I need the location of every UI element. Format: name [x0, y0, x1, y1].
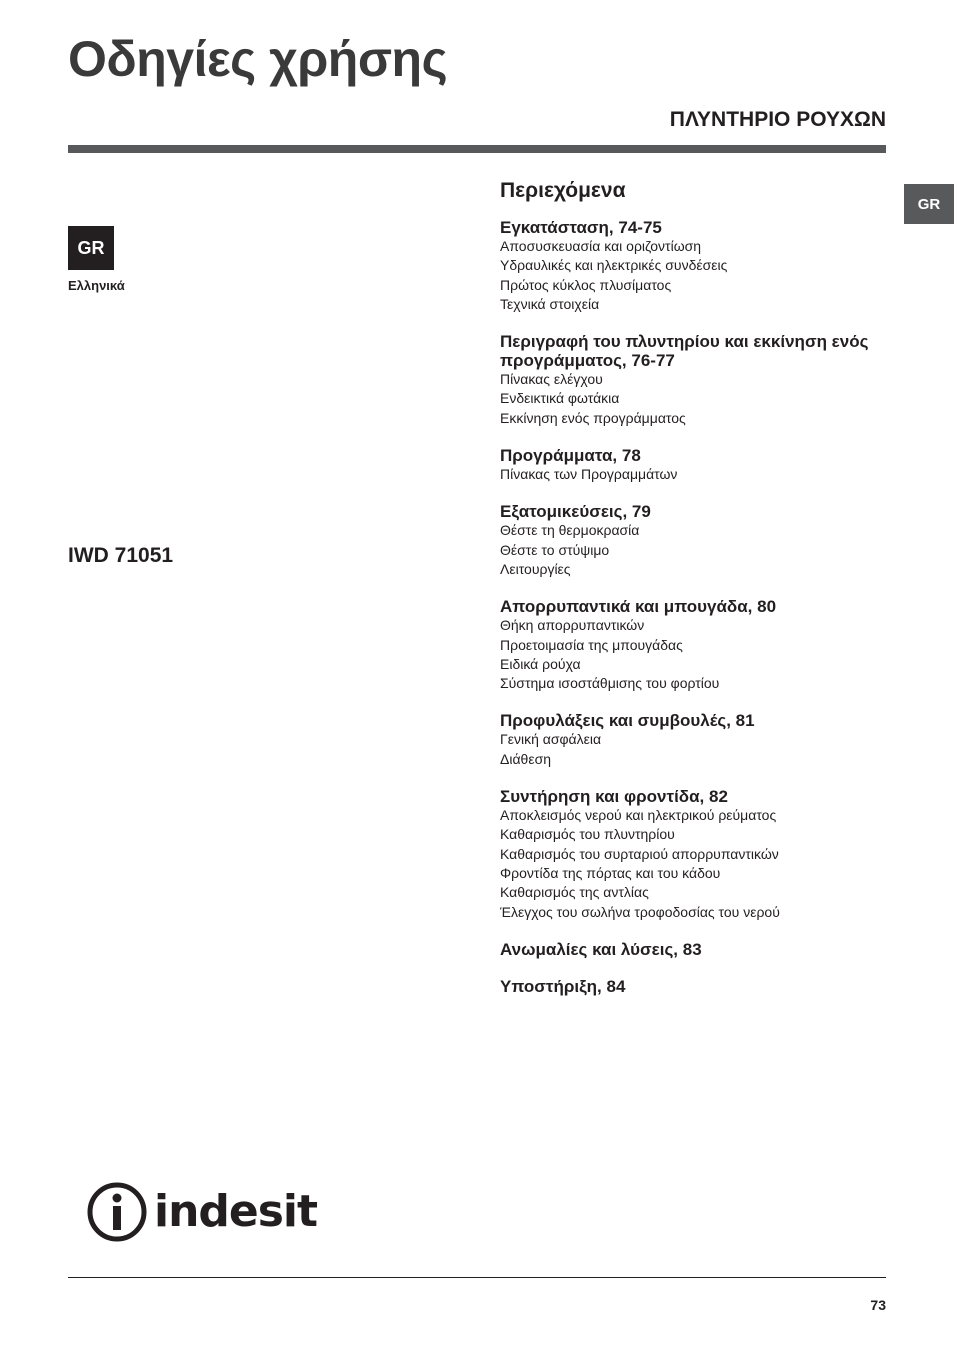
toc-section	[500, 218, 886, 314]
toc-item: Αποκλεισμός νερού και ηλεκτρικού ρεύματος	[500, 807, 777, 824]
table-of-contents	[500, 178, 886, 1014]
toc-item: Γενική ασφάλεια	[500, 731, 602, 748]
toc-section	[500, 977, 886, 996]
footer-divider	[68, 1277, 886, 1278]
toc-item: Ενδεικτικά φωτάκια	[500, 390, 620, 407]
header-divider	[68, 145, 886, 153]
toc-item: Πίνακας των Προγραμμάτων	[500, 466, 678, 483]
toc-section-title: Προφυλάξεις και συμβουλές, 81	[500, 711, 755, 731]
toc-item: Θέστε τη θερμοκρασία	[500, 522, 640, 539]
toc-section	[500, 502, 886, 579]
toc-section	[500, 711, 886, 769]
toc-item: Έλεγχος του σωλήνα τροφοδοσίας του νερού	[500, 903, 780, 920]
toc-item: Καθαρισμός της αντλίας	[500, 884, 649, 901]
toc-section-title: Περιγραφή του πλυντηρίου και εκκίνηση ενός προγράμματος, 76-77	[500, 332, 869, 371]
toc-item: Διάθεση	[500, 750, 552, 767]
product-category: ΠΛΥΝΤΗΡΙΟ ΡΟΥΧΩΝ	[669, 108, 886, 131]
toc-section-title: Απορρυπαντικά και μπουγάδα, 80	[500, 597, 777, 617]
page-title: Οδηγίες χρήσης	[68, 31, 448, 87]
toc-heading: Περιεχόμενα	[500, 179, 626, 202]
model-number: IWD 71051	[68, 544, 174, 567]
toc-item: Πίνακας ελέγχου	[500, 371, 603, 388]
toc-item: Λειτουργίες	[500, 560, 571, 577]
toc-section-title: Προγράμματα, 78	[500, 446, 641, 466]
toc-item: Τεχνικά στοιχεία	[500, 295, 600, 312]
language-label: Ελληνικά	[68, 278, 125, 293]
brand-logo-text: indesit	[154, 1186, 318, 1237]
toc-section-title: Εξατομικεύσεις, 79	[500, 502, 651, 522]
toc-item: Θήκη απορρυπαντικών	[500, 617, 645, 634]
page-number: 73	[870, 1297, 886, 1313]
toc-section	[500, 332, 886, 428]
toc-section-title: Ανωμαλίες και λύσεις, 83	[500, 939, 702, 959]
indesit-logo-icon	[86, 1181, 148, 1243]
toc-section-title: Συντήρηση και φροντίδα, 82	[500, 787, 728, 807]
toc-section	[500, 940, 886, 959]
toc-item: Πρώτος κύκλος πλυσίματος	[500, 276, 672, 293]
toc-item: Σύστημα ισοστάθμισης του φορτίου	[500, 675, 720, 692]
toc-item: Ειδικά ρούχα	[500, 655, 581, 672]
toc-item: Θέστε το στύψιμο	[500, 541, 610, 558]
toc-item: Προετοιμασία της μπουγάδας	[500, 636, 683, 653]
toc-item: Υδραυλικές και ηλεκτρικές συνδέσεις	[500, 257, 728, 274]
toc-section	[500, 597, 886, 693]
toc-sections	[500, 218, 886, 996]
toc-item: Καθαρισμός του πλυντηρίου	[500, 826, 675, 843]
toc-item: Φροντίδα της πόρτας και του κάδου	[500, 864, 721, 881]
toc-section-title: Υποστήριξη, 84	[500, 976, 626, 996]
toc-item: Εκκίνηση ενός προγράμματος	[500, 409, 686, 426]
toc-section-title: Εγκατάσταση, 74-75	[500, 218, 662, 237]
toc-section	[500, 446, 886, 484]
language-badge: GR	[68, 226, 114, 270]
toc-section	[500, 787, 886, 922]
toc-item: Αποσυσκευασία και οριζοντίωση	[500, 238, 702, 254]
language-side-tab: GR	[904, 184, 954, 224]
toc-item: Καθαρισμός του συρταριού απορρυπαντικών	[500, 845, 779, 862]
brand-logo	[86, 1180, 317, 1244]
